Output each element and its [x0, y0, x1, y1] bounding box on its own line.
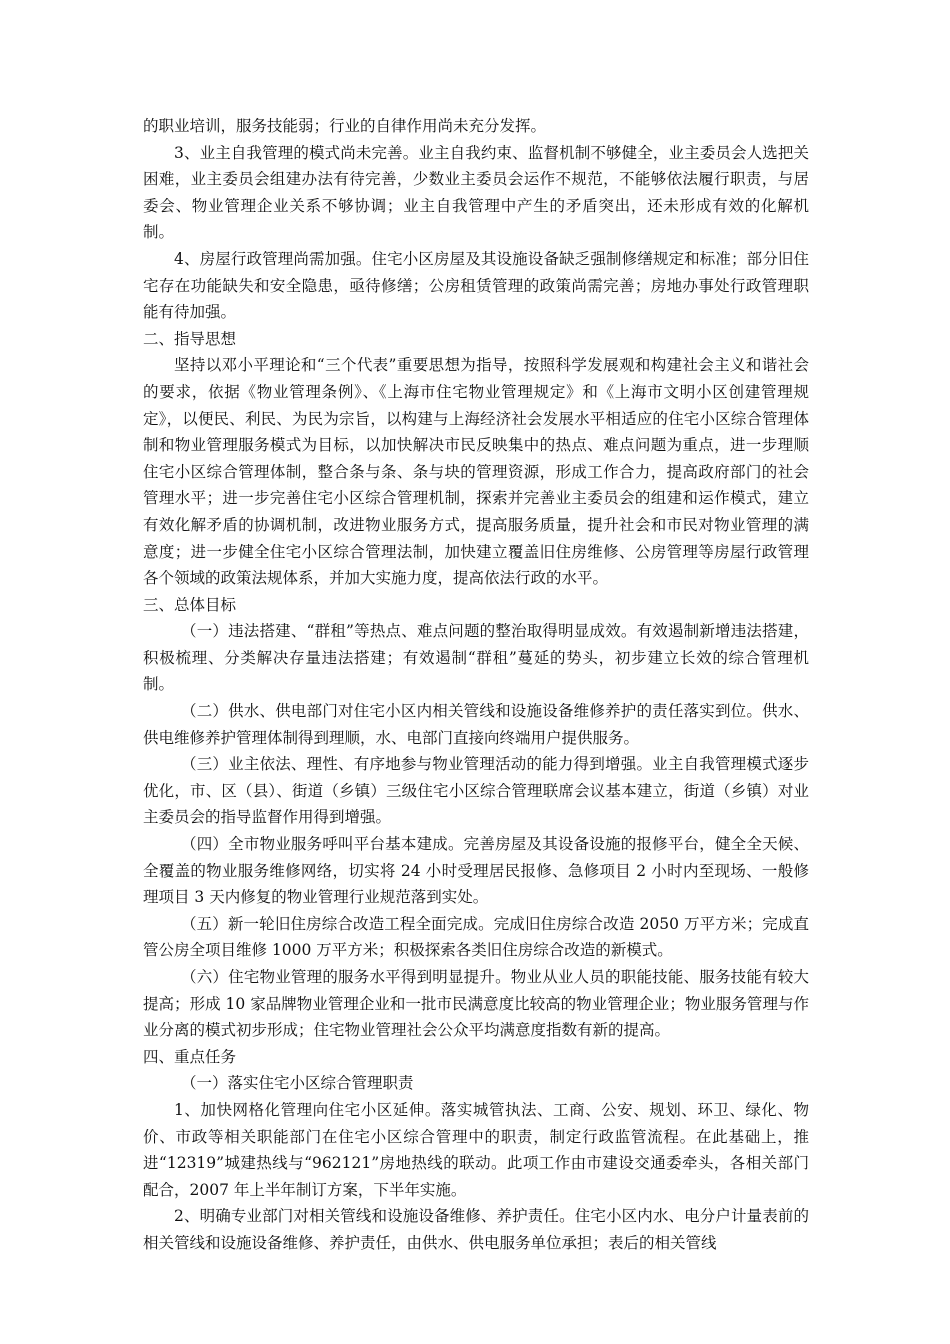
- paragraph-goal-6: （六）住宅物业管理的服务水平得到明显提升。物业从业人员的职能技能、服务技能有较大提高；形成 10 家品牌物业管理企业和一批市民满意度比较高的物业管理企业；物业服务管理与作业分离的模式初步形成；住宅物业管理社会公众平均满意度指数有新的提高。: [143, 968, 809, 1040]
- section-heading-guiding-ideology: 二、指导思想: [143, 329, 237, 348]
- paragraph-task-1: 1、加快网格化管理向住宅小区延伸。落实城管执法、工商、公安、规划、环卫、绿化、物价、市政等相关职能部门在住宅小区综合管理中的职责，制定行政监管流程。在此基础上，推进“12319”城建热线与“962121”房地热线的联动。此项工作由市建设交通委牵头，各相关部门配合，2007 年上半年制订方案，下半年实施。: [143, 1100, 809, 1199]
- paragraph-goal-1: （一）违法搭建、“群租”等热点、难点问题的整治取得明显成效。有效遏制新增违法搭建，积极梳理、分类解决存量违法搭建；有效遏制“群租”蔓延的势头，初步建立长效的综合管理机制。: [143, 622, 809, 694]
- section-heading-overall-goals: 三、总体目标: [143, 595, 237, 614]
- paragraph-goal-3: （三）业主依法、理性、有序地参与物业管理活动的能力得到增强。业主自我管理模式逐步优化，市、区（县）、街道（乡镇）三级住宅小区综合管理联席会议基本建立，街道（乡镇）对业主委员会的指导监督作用得到增强。: [143, 755, 809, 827]
- document-page: [143, 113, 809, 1257]
- paragraph-goal-5: （五）新一轮旧住房综合改造工程全面完成。完成旧住房综合改造 2050 万平方米；完成直管公房全项目维修 1000 万平方米；积极探索各类旧住房综合改造的新模式。: [143, 914, 809, 960]
- section-heading-key-tasks: 四、重点任务: [143, 1047, 237, 1066]
- paragraph-guiding-ideology: 坚持以邓小平理论和“三个代表”重要思想为指导，按照科学发展观和构建社会主义和谐社会的要求，依据《物业管理条例》、《上海市住宅物业管理规定》和《上海市文明小区创建管理规定》，以便民、利民、为民为宗旨，以构建与上海经济社会发展水平相适应的住宅小区综合管理体制和物业管理服务模式为目标，以加快解决市民反映集中的热点、难点问题为重点，进一步理顺住宅小区综合管理体制，整合条与条、条与块的管理资源，形成工作合力，提高政府部门的社会管理水平；进一步完善住宅小区综合管理机制，探索并完善业主委员会的组建和运作模式，建立有效化解矛盾的协调机制，改进物业服务方式，提高服务质量，提升社会和市民对物业管理的满意度；进一步健全住宅小区综合管理法制，加快建立覆盖旧住房维修、公房管理等房屋行政管理各个领域的政策法规体系，并加大实施力度，提高依法行政的水平。: [143, 356, 809, 588]
- paragraph-task-2: 2、明确专业部门对相关管线和设施设备维修、养护责任。住宅小区内水、电分户计量表前的相关管线和设施设备维修、养护责任，由供水、供电服务单位承担；表后的相关管线: [143, 1207, 809, 1252]
- paragraph-goal-2: （二）供水、供电部门对住宅小区内相关管线和设施设备维修养护的责任落实到位。供水、供电维修养护管理体制得到理顺，水、电部门直接向终端用户提供服务。: [143, 702, 809, 747]
- subsection-heading-responsibilities: （一）落实住宅小区综合管理职责: [181, 1074, 414, 1093]
- paragraph-continuation: 的职业培训，服务技能弱；行业的自律作用尚未充分发挥。: [143, 117, 547, 135]
- paragraph-owner-self-management: 3、业主自我管理的模式尚未完善。业主自我约束、监督机制不够健全，业主委员会人选把关困难，业主委员会组建办法有待完善，少数业主委员会运作不规范，不能够依法履行职责，与居委会、物业管理企业关系不够协调；业主自我管理中产生的矛盾突出，还未形成有效的化解机制。: [143, 143, 809, 242]
- paragraph-goal-4: （四）全市物业服务呼叫平台基本建成。完善房屋及其设备设施的报修平台，健全全天候、全覆盖的物业服务维修网络，切实将 24 小时受理居民报修、急修项目 2 小时内至现场、一般修理项目 3 天内修复的物业管理行业规范落到实处。: [143, 835, 809, 907]
- paragraph-housing-administration: 4、房屋行政管理尚需加强。住宅小区房屋及其设施设备缺乏强制修缮规定和标准；部分旧住宅存在功能缺失和安全隐患，亟待修缮；公房租赁管理的政策尚需完善；房地办事处行政管理职能有待加强。: [143, 249, 809, 322]
